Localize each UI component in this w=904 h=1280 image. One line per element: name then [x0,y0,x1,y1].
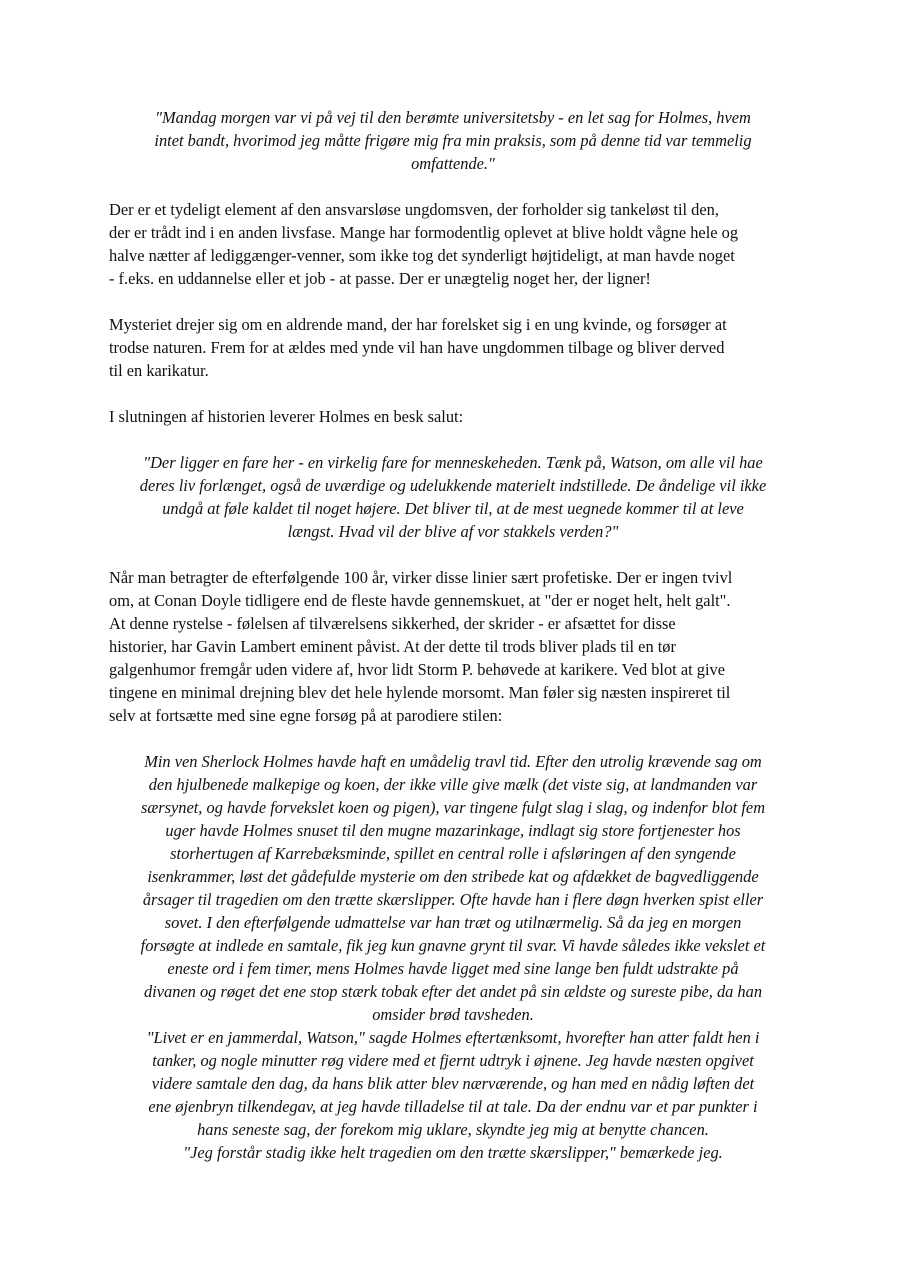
paragraph-mystery: Mysteriet drejer sig om en aldrende mand, der har forelsket sig i en ung kvinde, og forsøger at trodse naturen. Frem for at ældes med ynde vil han have ungdommen tilbage og bliver derved til en karikatur. [109,315,727,380]
holmes-quote: "Der ligger en fare her - en virkelig fare for menneskeheden. Tænk på, Watson, om alle vil hae deres liv forlænget, også de uværdige og udelukkende materielt indstillede. De åndelige vil ikke undgå at føle kaldet til noget højere. Det bliver til, at de mest uegnede kommer til at leve længst. Hvad vil der blive af vor stakkels verden?" [139,453,767,541]
story-paragraph-2: "Livet er en jammerdal, Watson," sagde Holmes eftertænksomt, hvorefter han atter faldt hen i tanker, og nogle minutter røg videre med et fjernt udtryk i øjnene. Jeg havde næsten opgivet videre samtale den dag, da hans blik atter blev nærværende, og han med en nådig løften det ene øjenbryn tilkendegav, at jeg havde tilladelse til at tale. Da der endnu var et par punkter i hans seneste sag, der forekom mig uklare, skyndte jeg mig at benytte chancen. [146,1028,760,1139]
story-paragraph-1: Min ven Sherlock Holmes havde haft en umådelig travl tid. Efter den utrolig krævende sag om den hjulbenede malkepige og koen, der ikke ville give mælk (det viste sig, at landmanden var særsynet, og havde forvekslet koen og pigen), var tingene fulgt slag i slag, og indenfor blot fem uger havde Holmes snuset til den mugne mazarinkage, indlagt sig store fortjenester hos storhertugen af Karrebæksminde, spillet en central rolle i afsløringen af den syngende isenkrammer, løst det gådefulde mysterie om den stribede kat og afdækket de bagvedliggende årsager til tragedien om den trætte skærslipper. Ofte havde han i flere døgn hverken spist eller sovet. I den efterfølgende udmattelse var han træt og utilnærmelig. Så da jeg en morgen forsøgte at indlede en samtale, fik jeg kun gnavne grynt til svar. Vi havde således ikke vekslet et eneste ord i fem timer, mens Holmes havde ligget med sine lange ben fuldt udstrakte på divanen og røget det ene stop stærk tobak efter det andet på sin ældste og sureste pibe, da han omsider brød tavsheden. [140,752,766,1024]
opening-quote: "Mandag morgen var vi på vej til den berømte universitetsby - en let sag for Holmes, hvem intet bandt, hvorimod jeg måtte frigøre mig fra min praksis, som på denne tid var temmelig omfattende." [154,108,752,173]
parody-story [109,750,797,1164]
paragraph-youth-friend: Der er et tydeligt element af den ansvarsløse ungdomsven, der forholder sig tankeløst til den, der er trådt ind i en anden livsfase. Mange har formodentlig oplevet at blive holdt vågne hele og halve nætter af lediggænger-venner, som ikke tog det synderligt højtideligt, at man havde noget - f.eks. en uddannelse eller et job - at passe. Der er unægtelig noget her, der ligner! [109,200,739,288]
document-body [109,106,797,1164]
paragraph-prophetic: Når man betragter de efterfølgende 100 år, virker disse linier sært profetiske. Der er ingen tvivl om, at Conan Doyle tidligere end de fleste havde gennemskuet, at "der er noget helt, helt galt". At denne rystelse - følelsen af tilværelsens sikkerhed, der skrider - er afsættet for disse historier, har Gavin Lambert eminent påvist. At der dette til trods bliver plads til en tør galgenhumor fremgår uden videre af, hvor lidt Storm P. behøvede at karikere. Ved blot at give tingene en minimal drejning blev det hele hylende morsomt. Man føler sig næsten inspireret til selv at fortsætte med sine egne forsøg på at parodiere stilen: [109,568,733,725]
story-paragraph-3: "Jeg forstår stadig ikke helt tragedien om den trætte skærslipper," bemærkede jeg. [183,1143,723,1162]
paragraph-salute-intro: I slutningen af historien leverer Holmes en besk salut: [109,407,464,426]
